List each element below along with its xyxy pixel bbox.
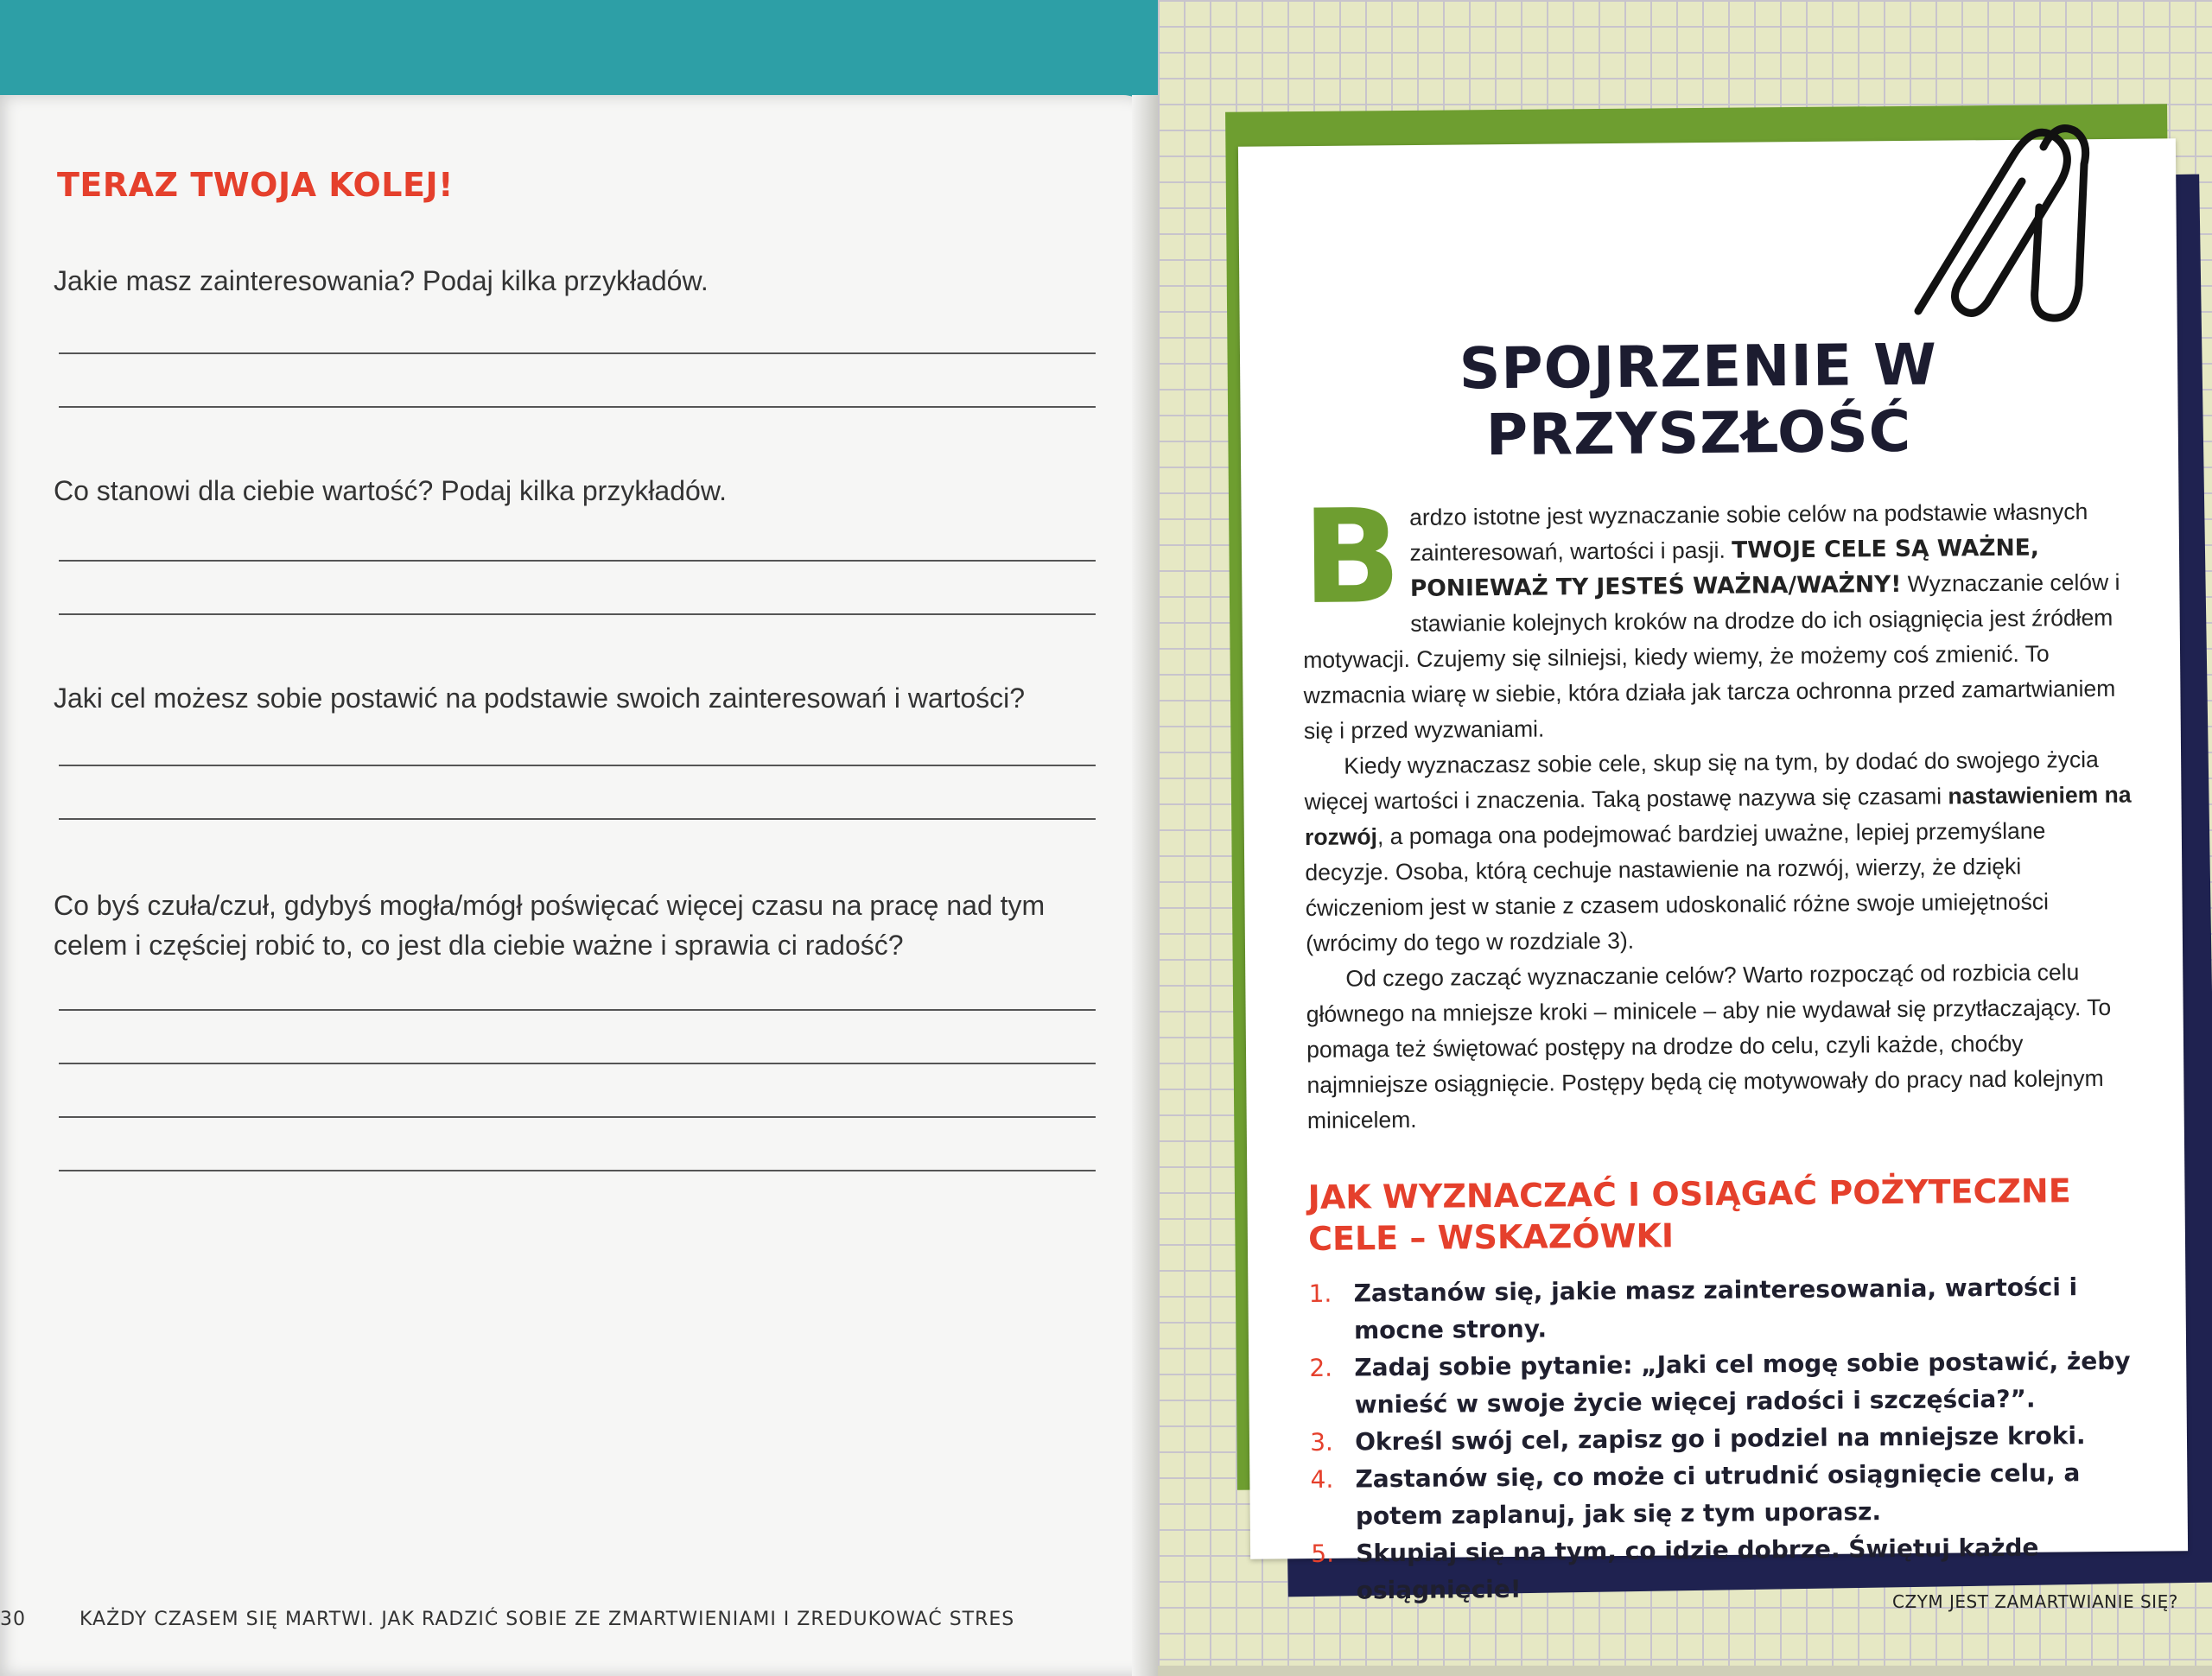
article-content [1300,330,2141,1609]
intro-emphasis: TWOJE CELE SĄ WAŻNE, PONIEWAŻ TY JESTEŚ WAŻNA/WAŻNY! [1409,534,2040,602]
list-number: 1. [1308,1279,1332,1308]
answer-line[interactable] [59,406,1096,408]
list-item [1309,1343,2139,1424]
tips-list [1308,1268,2140,1609]
left-page-footer [0,1609,1014,1630]
question-goal: Jaki cel możesz sobie postawić na podstawie swoich zainteresowań i wartości? [54,682,1026,714]
answer-line[interactable] [59,1170,1096,1171]
tip-text: Zadaj sobie pytanie: „Jaki cel mogę sobie postawić, żeby wnieść w swoje życie więcej radości i szczęścia?”. [1354,1346,2131,1419]
page-number: 30 [0,1609,26,1630]
running-header-left: KAŻDY CZASEM SIĘ MARTWI. JAK RADZIĆ SOBIE ZE ZMARTWIENIAMI I ZREDUKOWAĆ STRES [79,1609,1015,1630]
running-header-right: CZYM JEST ZAMARTWIANIE SIĘ? [1892,1591,2178,1612]
paragraph-intro [1301,481,2133,749]
teal-cover-edge [0,0,1158,108]
article-title: SPOJRZENIE W PRZYSZŁOŚĆ [1459,331,1938,469]
answer-line[interactable] [59,1009,1096,1011]
intro-rest: Wyznaczanie celów i stawianie kolejnych kroków na drodze do ich osiągnięcia jest źródłem motywacji. Czujemy się silniejsi, kiedy wiemy, że możemy coś zmienić. To wzmacnia wiarę w siebie, która działa jak tarcza ochronna przed zamartwianiem się i przed wyzwaniami. [1303,568,2120,744]
tip-text: Skupiaj się na tym, co idzie dobrze. Świętuj każde osiągnięcie! [1356,1533,2039,1605]
question-interests: Jakie masz zainteresowania? Podaj kilka przykładów. [54,265,709,296]
paragraph-minigoals: Od czego zacząć wyznaczanie celów? Warto rozpocząć od rozbicia celu głównego na mniejsze kroki – minicele – aby nie wydawał się przytłaczający. To pomaga też świętować postępy na drodze do celu, czyli każde, choćby najmniejsze osiągnięcie. Postępy będą cię motywowały do pracy nad kolejnym minicelem. [1306,959,2112,1133]
answer-line[interactable] [59,765,1096,766]
tips-heading: JAK WYZNACZAĆ I OSIĄGAĆ POŻYTECZNE CELE – WSKAZÓWKI [1307,1171,2071,1258]
answer-line[interactable] [59,560,1096,562]
tip-text: Zastanów się, co może ci utrudnić osiągnięcie celu, a potem zaplanuj, jak się z tym uporasz. [1355,1458,2081,1531]
answer-line[interactable] [59,613,1096,615]
growth-text-b: , a pomaga ona podejmować bardziej uważne, lepiej przemyślane decyzje. Osoba, którą cechuje nastawienie na rozwój, wierzy, że dzięki ćwiczeniom jest w stanie z czasem udoskonalić różne swoje umiejętności (wrócimy do tego w rozdziale 3). [1305,817,2050,956]
answer-line[interactable] [59,1063,1096,1064]
list-item [1310,1454,2140,1535]
intro-text: ardzo istotne jest wyznaczanie sobie celów na podstawie własnych zainteresowań, wartości i pasji. [1409,498,2088,566]
paperclip-icon [1884,112,2091,328]
list-number: 3. [1310,1427,1334,1457]
answer-line[interactable] [59,818,1096,820]
list-number: 2. [1309,1353,1333,1382]
dropcap: B [1301,481,1402,633]
answer-line[interactable] [59,352,1096,354]
growth-term: nastawieniem na rozwój [1304,781,2132,850]
growth-text-a: Kiedy wyznaczasz sobie cele, skup się na tym, by dodać do swojego życia więcej wartości i znaczenia. Taką postawę nazywa się czasami [1304,746,2099,815]
list-number: 5. [1311,1539,1335,1568]
exercise-title: TERAZ TWOJA KOLEJ! [57,166,454,204]
answer-line[interactable] [59,1116,1096,1118]
tip-text: Określ swój cel, zapisz go i podziel na mniejsze kroki. [1355,1421,2086,1457]
tip-text: Zastanów się, jakie masz zainteresowania, wartości i mocne strony. [1353,1273,2078,1345]
book-gutter [1132,95,1158,1676]
list-number: 4. [1310,1464,1334,1494]
question-feelings: Co byś czuła/czuł, gdybyś mogła/mógł poświęcać więcej czasu na pracę nad tym celem i częściej robić to, co jest dla ciebie ważne i sprawia ci radość? [54,890,1046,961]
question-values: Co stanowi dla ciebie wartość? Podaj kilka przykładów. [54,475,728,506]
paragraph-growth [1304,742,2135,962]
list-item [1308,1268,2139,1349]
